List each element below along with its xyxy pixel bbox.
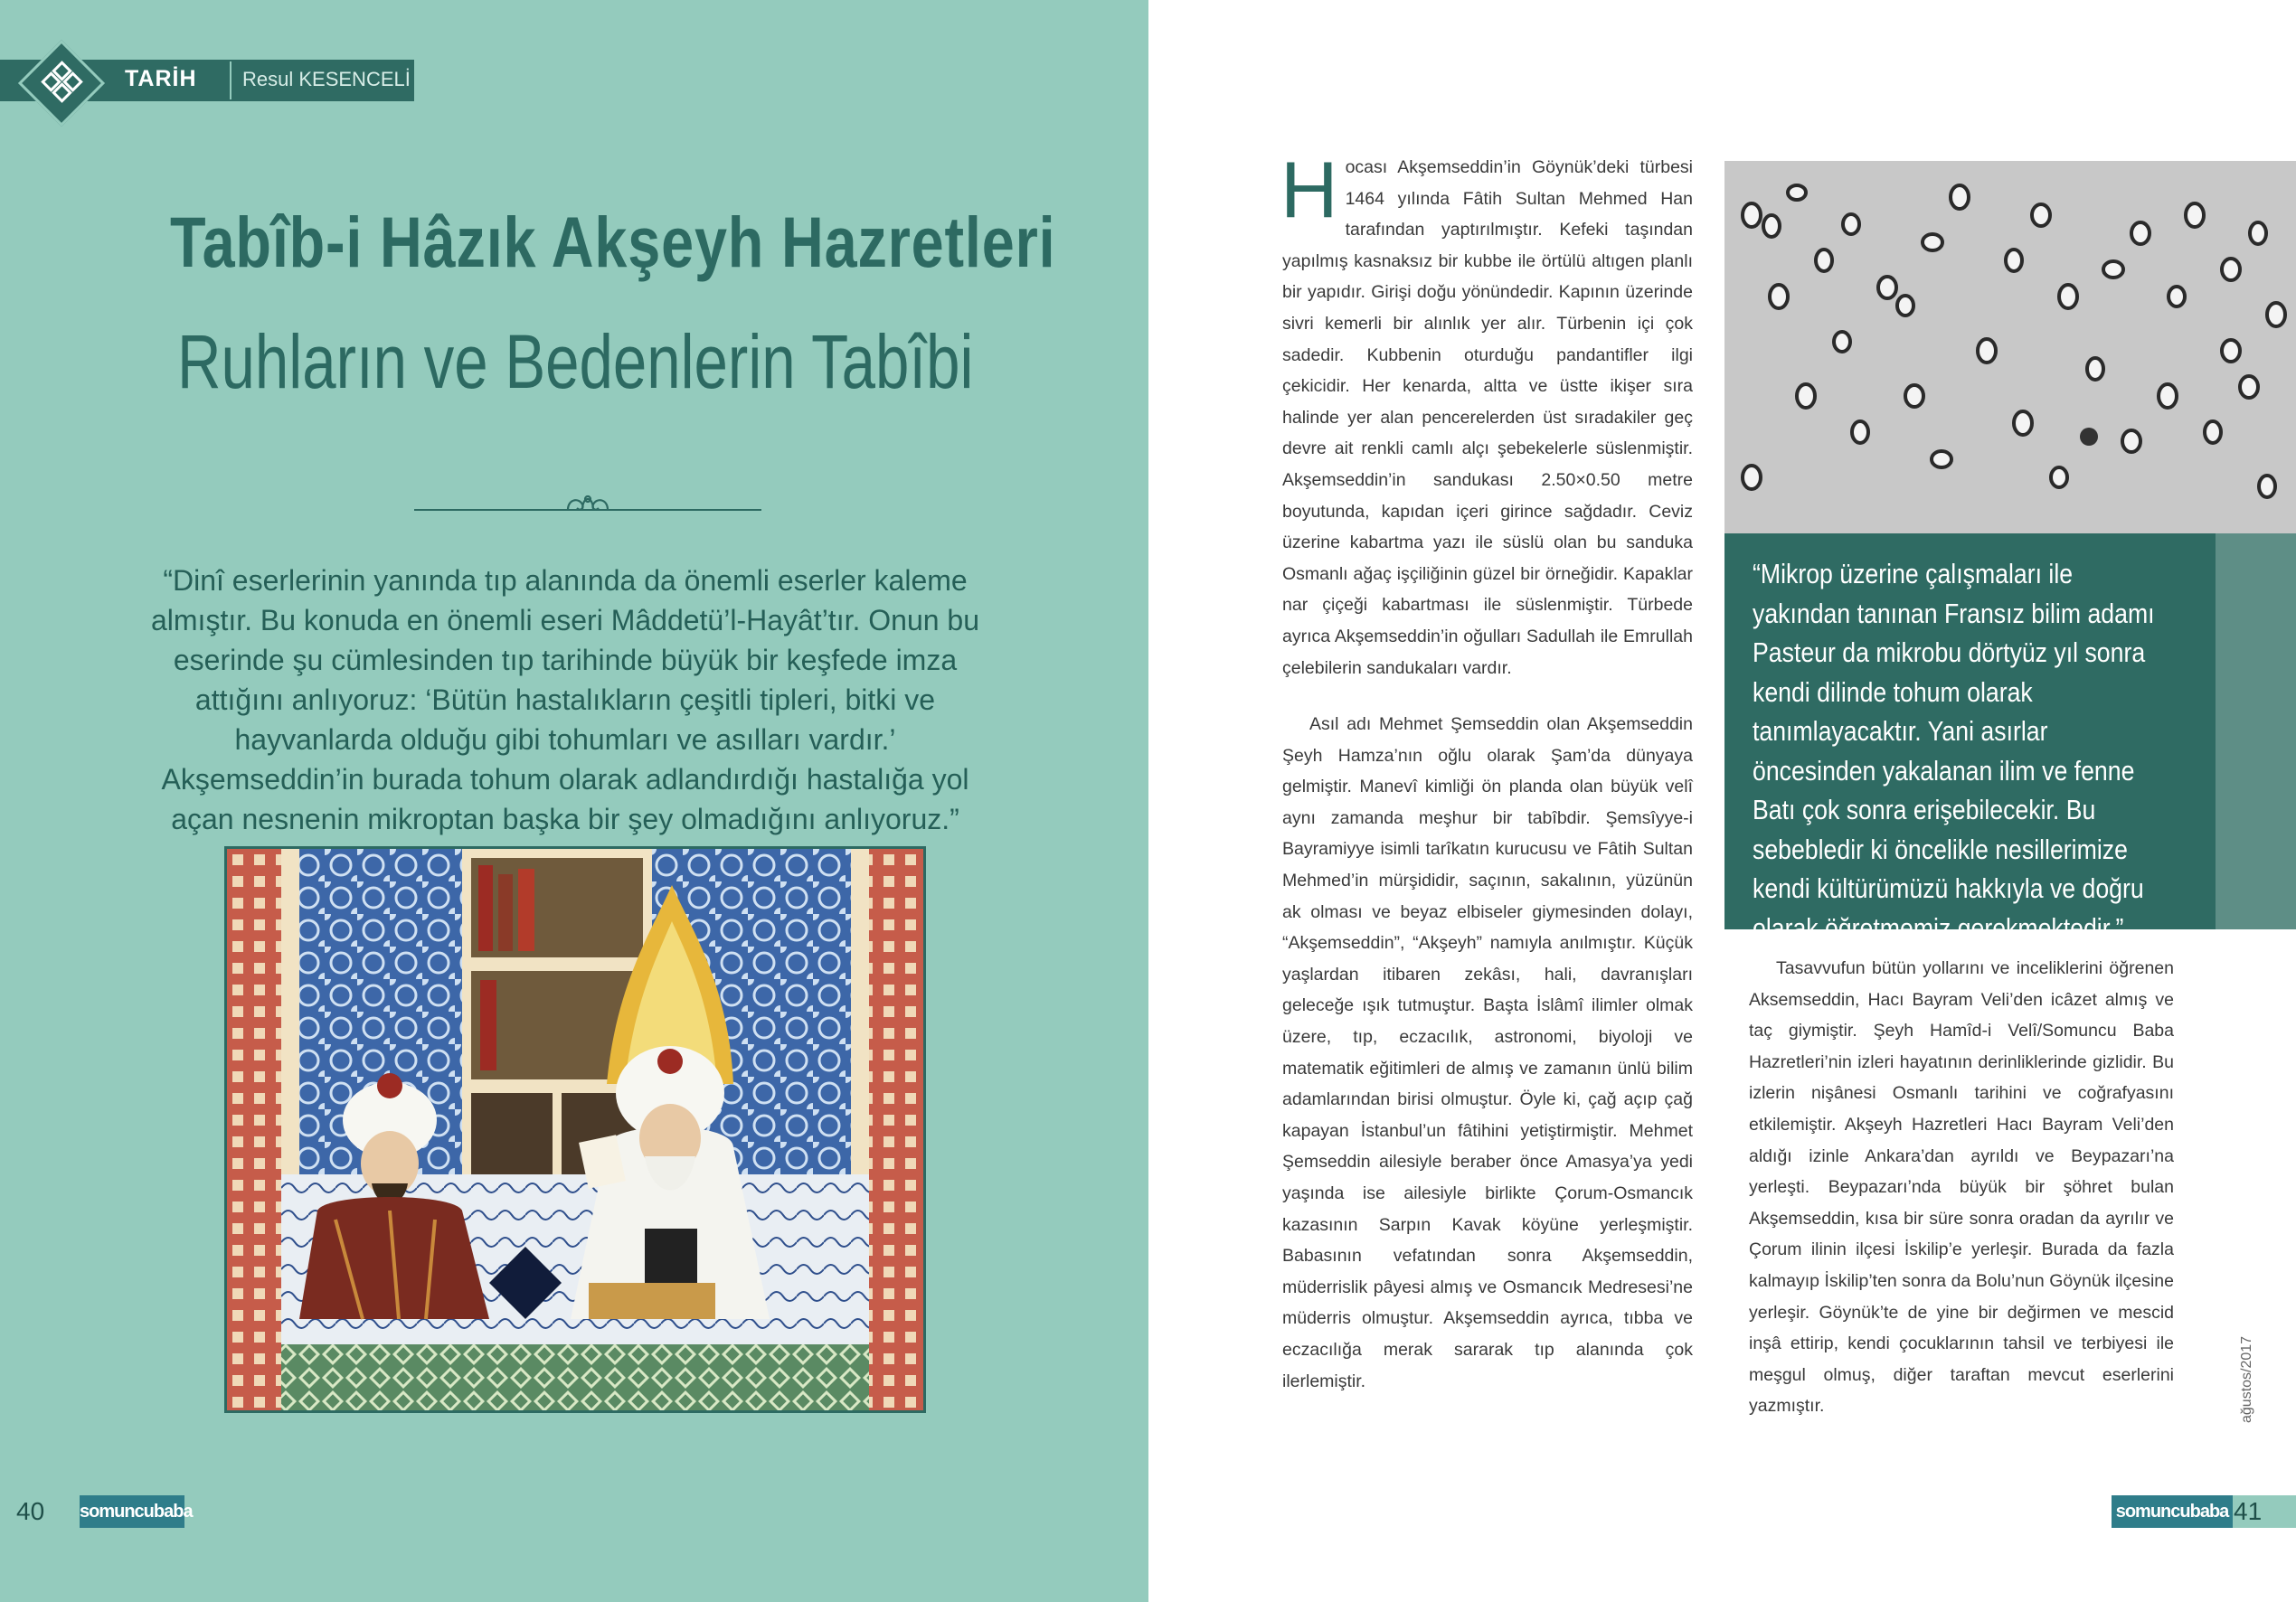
section-label: TARİH [125,66,197,91]
page-number-left: 40 [16,1497,45,1525]
article-subtitle: Ruhların ve Bedenlerin Tabîbi [177,319,974,404]
microscope-image [1724,161,2296,533]
drop-cap: H [1280,145,1338,234]
body-paragraph: Asıl adı Mehmet Şemseddin olan Akşemseddin Şeyh Hamza’nın oğlu olarak Şam’da dünyaya gelmiştir. Manevî kimliği ön planda olan büyük velî aynı zamanda meşhur bir tabîbdir. Şemsîyye-i Bayramiyye isimli tarîkatın kurucusu ve Fâtih Sultan Mehmed’in mürşididir, saçının, sakalının, yüzünün ak olması ve beyaz elbiseler giymesinden dolayı, “Akşemseddin”, “Akşeyh” namıyla anılmıştır. Küçük yaşlardan itibaren zekâsı, hali, davranışları geleceğe ışık tutmuştur. Başta İslâmî ilimler olmak üzere, tıp, eczacılık, astronomi, biyoloji ve matematik eğitimleri de almış ve zamanın ünlü bilim adamlarından birisi olmuştur. Öyle ki, çağ açıp çağ kapayan İstanbul’un fâtihini yetiştirmiştir. Mehmet Şemseddin ailesiyle beraber önce Amasya’ya yedi yaşında ise ailesiyle birlikte Çorum-Osmancık kazasının Sarpın Kavak köyüne yerleşmiştir. Babasının vefatından sonra Akşemseddin, müderrislik pâyesi almış ve Osmancık Medresesi’ne müderris olmuştur. Akşemseddin ayrıca, tıbba ve eczacılığa merak sararak tıp alanında çok ilerlemiştir. [1282,714,1693,1391]
body-paragraph: Tasavvufun bütün yollarını ve inceliklerini öğrenen Aksemseddin, Hacı Bayram Veli’den icâzet almış ve taç giymiştir. Şeyh Hamîd-i Velî/Somuncu Baba Hazretleri’nin izleri hayatının derinliklerinde gizlidir. Bu izlerin nişânesi Osmanlı tarihini ve coğrafyasını etkilemiştir. Akşeyh Hazretleri Hacı Bayram Veli’den aldığı izinle Ankara’dan ayrıldı ve Beypazarı’na yerleşti. Beypazarı’nda büyük bir şöhret bulan Akşemseddin, kısa bir süre sonra oradan da ayrılır ve Çorum ilinin ilçesi İskilip’e yerleşir. Burada da fazla kalmayıp İskilip’ten sonra da Bolu’nun Göynük ilçesine yerleşir. Göynük’te de yine bir değirmen ve mescid inşâ ettirip, kendi çocuklarının tahsil ve terbiyesi ile meşgul olmuş, diğer taraftan mevcut eserlerini yazmıştır. [1749,958,2174,1417]
author-name: Resul KESENCELİ [242,68,411,90]
brand-logo-right: somuncubaba [2112,1495,2233,1528]
ornament-icon [36,56,89,108]
body-column-2 [1749,953,2174,1422]
body-column-1 [1280,145,1693,1397]
body-paragraph [1280,145,1693,683]
paragraph-text: ocası Akşemseddin’in Göynük’deki türbesi 1464 yılında Fâtih Sultan Mehmed Han tarafından yaptırılmıştır. Kefeki taşından yapılmış kasnaksız bir kubbe ile örtülü altıgen planlı bir yapıdır. Girişi doğu yönündedir. Kapının üzerinde sivri kemerli bir alınlık yer alır. Türbenin içi çok sadedir. Kubbenin oturduğu pandantifler ilgi çekicidir. Her kenarda, altta ve üstte ikişer sıra halinde yer alan pencerelerden üst sıradakiler geç devre ait renkli camlı alçı şebekelerle süslenmiştir. Akşemseddin’in sandukası 2.50×0.50 metre boyutunda, kapıdan içeri girince sağdadır. Ceviz üzerine kabartma yazı ile süslü olan bu sanduka Osmanlı ağaç işçiliğinin güzel bir örneğidir. Kapaklar nar çiçeği kabartması ile süslenmiştir. Türbede ayrıca Akşemseddin’in oğulları Sadullah ile Emrullah çelebilerin sandukaları vardır. [1282,157,1693,678]
brand-logo-left: somuncubaba [80,1495,184,1528]
pull-quote: “Mikrop üzerine çalışmaları ile yakından tanınan Fransız bilim adamı Pasteur da mikrobu dörtyüz yıl sonra kendi dilinde tohum olarak tanımlayacaktır. Yani asırlar öncesinden yakalanan ilim ve fenne Batı çok sonra erişebilecekir. Bu sebebledir ki öncelikle nesillerimize kendi kültürümüzü hakkıyla ve doğru olarak öğretmemiz gerekmektedir.” [1753,558,2155,944]
page-number-right: 41 [2234,1497,2263,1525]
issue-date: ağustos/2017 [2239,1335,2254,1423]
ornamental-divider [414,488,761,519]
header-separator [230,61,231,99]
pull-quote-side-panel [2216,533,2296,929]
lead-quote: “Dinî eserlerinin yanında tıp alanında da önemli eserler kaleme almıştır. Bu konuda en önemli eseri Mâddetü’l-Hayât’tır. Onun bu eserinde şu cümlesinden tıp tarihinde büyük bir keşfede imza attığını anlıyoruz: ‘Bütün hastalıkların çeşitli tipleri, bitki ve hayvanlarda olduğu gibi tohumları ve asılları vardır.’ Akşemseddin’in burada tohum olarak adlandırdığı hastalığa yol açan nesnenin mikroptan başka bir şey olmadığını anlıyoruz.” [150,564,980,835]
ottoman-miniature-image [224,846,926,1413]
article-title: Tabîb-i Hâzık Akşeyh Hazretleri [170,202,1056,282]
